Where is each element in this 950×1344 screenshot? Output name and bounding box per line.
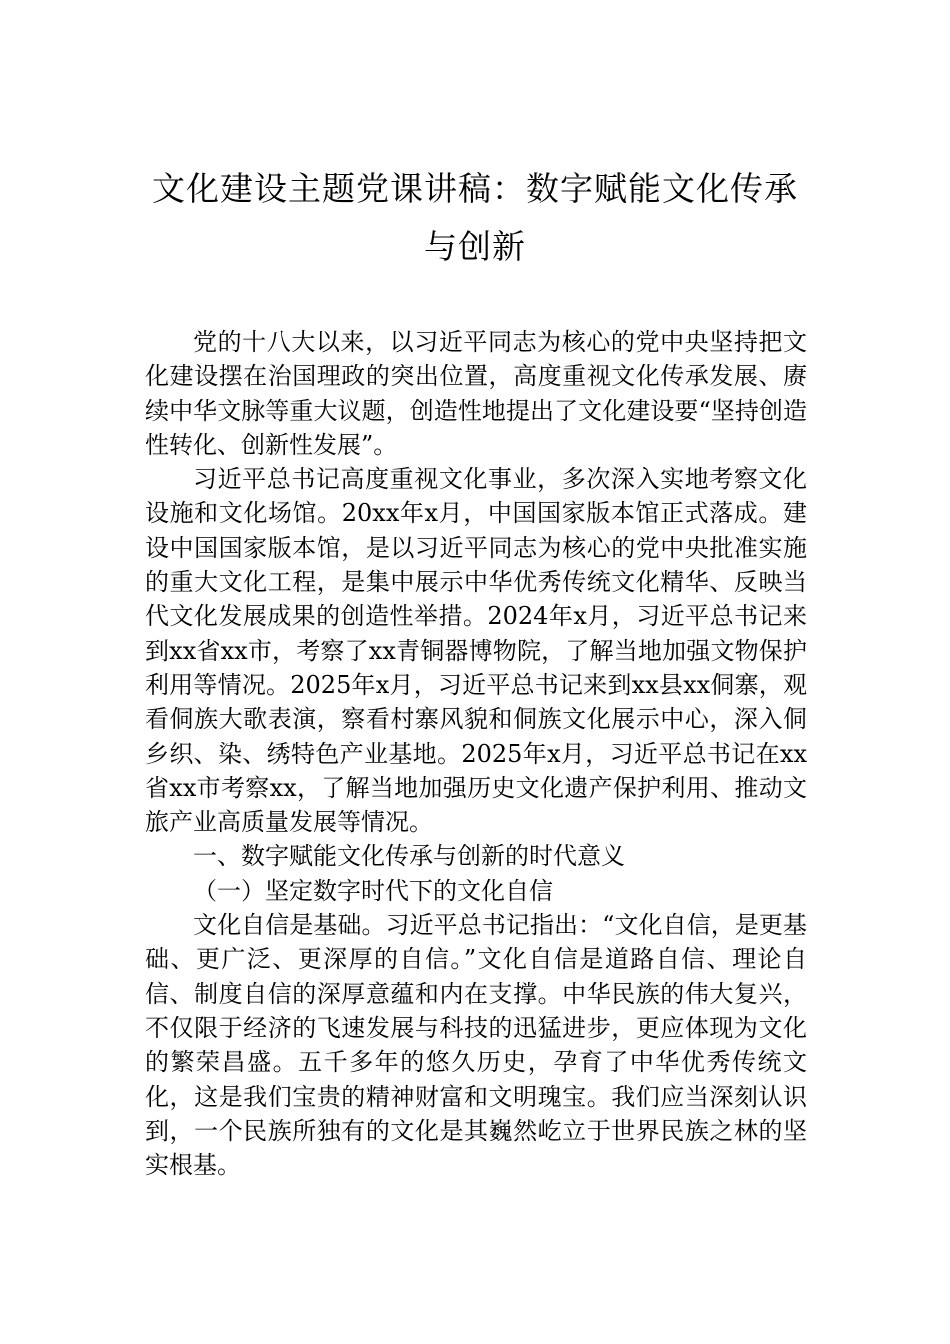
paragraph-inspections: 习近平总书记高度重视文化事业，多次深入实地考察文化设施和文化场馆。20xx年x月，中国国家版本馆正式落成。建设中国国家版本馆，是以习近平同志为核心的党中央批准实施的重大文化工程，是集中展示中华优秀传统文化精华、反映当代文化发展成果的创造性举措。2024年x月，习近平总书记来到xx省xx市，考察了xx青铜器博物院，了解当地加强文物保护利用等情况。2025年x月，习近平总书记来到xx县xx侗寨，观看侗族大歌表演，察看村寨风貌和侗族文化展示中心，深入侗乡织、染、绣特色产业基地。2025年x月，习近平总书记在xx省xx市考察xx，了解当地加强历史文化遗产保护利用、推动文旅产业高质量发展等情况。 [145,465,807,837]
paragraph-cultural-confidence: 文化自信是基础。习近平总书记指出：“文化自信，是更基础、更广泛、更深厚的自信。”文化自信是道路自信、理论自信、制度自信的深厚意蕴和内在支撑。中华民族的伟大复兴，不仅限于经济的飞速发展与科技的迅猛进步，更应体现为文化的繁荣昌盛。五千多年的悠久历史，孕育了中华优秀传统文化，这是我们宝贵的精神财富和文明瑰宝。我们应当深刻认识到，一个民族所独有的文化是其巍然屹立于世界民族之林的坚实根基。 [145,911,807,1180]
section-heading: 一、数字赋能文化传承与创新的时代意义 [193,842,625,871]
subsection-heading: （一）坚定数字时代下的文化自信 [193,876,553,905]
document-body [145,325,807,1182]
document-title: 文化建设主题党课讲稿：数字赋能文化传承与创新 [152,169,798,266]
paragraph-intro: 党的十八大以来，以习近平同志为核心的党中央坚持把文化建设摆在治国理政的突出位置，高度重视文化传承发展、赓续中华文脉等重大议题，创造性地提出了文化建设要“坚持创造性转化、创新性发展”。 [145,328,807,459]
